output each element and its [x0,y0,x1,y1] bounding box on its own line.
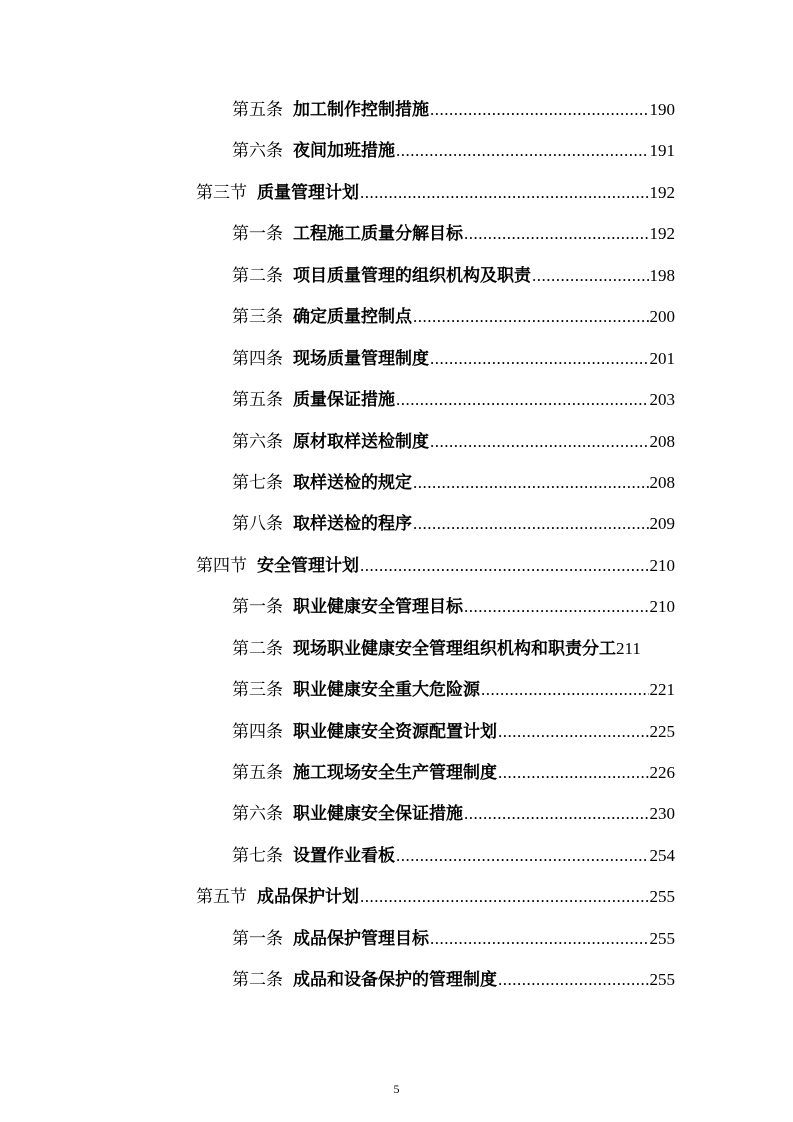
toc-entry-title: 设置作业看板 [293,845,395,866]
toc-section-title: 安全管理计划 [257,555,359,576]
toc-leader-dots [413,462,649,503]
toc-entry-number: 第二条 [232,638,283,659]
toc-entry-page: 208 [649,431,675,451]
table-of-contents [0,89,793,1001]
toc-entry[interactable] [0,421,793,462]
toc-entry-title: 成品和设备保护的管理制度 [293,970,497,991]
toc-section[interactable] [0,172,793,213]
toc-entry[interactable] [0,711,793,752]
toc-entry-page: 200 [649,307,675,327]
toc-entry-title: 现场职业健康安全管理组织机构和职责分工 [293,638,616,659]
toc-leader-dots [413,296,649,337]
toc-leader-dots [464,586,649,627]
toc-entry-number: 第五条 [232,390,283,411]
toc-entry-page: 208 [649,472,675,492]
toc-entry-title: 项目质量管理的组织机构及职责 [293,265,531,286]
toc-section-number: 第五节 [196,887,247,908]
toc-entry-title: 职业健康安全重大危险源 [293,680,480,701]
toc-entry-number: 第三条 [232,680,283,701]
toc-entry-page: 255 [649,928,675,948]
toc-leader-dots [430,338,649,379]
toc-entry[interactable] [0,130,793,171]
toc-entry-title: 加工制作控制措施 [293,100,429,120]
toc-entry[interactable] [0,296,793,337]
toc-entry-page: 226 [649,763,675,782]
toc-entry[interactable] [0,462,793,503]
toc-section-number: 第四节 [196,555,247,576]
toc-leader-dots [360,545,649,586]
toc-entry-page: 198 [649,265,675,285]
toc-entry-title: 现场质量管理制度 [293,348,429,369]
toc-entry-number: 第二条 [232,970,283,991]
toc-entry-page: 203 [649,390,675,410]
toc-entry-page: 230 [649,804,675,824]
toc-entry-number: 第一条 [232,928,283,949]
toc-entry-title: 质量保证措施 [293,390,395,411]
toc-leader-dots [430,918,649,959]
toc-entry-number: 第八条 [232,514,283,535]
toc-section[interactable] [0,545,793,586]
toc-entry-number: 第四条 [232,721,283,742]
toc-entry-page: 201 [649,348,675,368]
toc-leader-dots [498,752,649,793]
toc-entry-page: 225 [649,721,675,741]
toc-entry-number: 第六条 [232,431,283,452]
toc-entry-number: 第三条 [232,307,283,328]
toc-leader-dots [413,503,649,544]
toc-entry-title: 职业健康安全管理目标 [293,597,463,618]
toc-entry-title: 原材取样送检制度 [293,431,429,452]
toc-entry[interactable] [0,752,793,793]
toc-entry-number: 第四条 [232,348,283,369]
toc-leader-dots [464,213,649,254]
toc-entry-page: 254 [649,845,675,865]
toc-entry-title: 取样送检的程序 [293,514,412,535]
toc-leader-dots [396,835,649,876]
footer-page-number: 5 [393,1082,400,1096]
toc-entry-page: 190 [649,100,675,119]
toc-entry-number: 第七条 [232,845,283,866]
toc-entry-number: 第六条 [232,141,283,162]
toc-entry-page: 192 [649,224,675,244]
toc-section-title: 质量管理计划 [257,182,359,203]
toc-section-page: 192 [649,182,675,202]
toc-entry[interactable] [0,586,793,627]
toc-entry-number: 第六条 [232,804,283,825]
toc-leader-dots [464,793,649,834]
toc-entry-title: 职业健康安全资源配置计划 [293,721,497,742]
toc-section-title: 成品保护计划 [257,887,359,908]
toc-entry[interactable] [0,89,793,130]
toc-entry[interactable] [0,669,793,710]
toc-section-page: 210 [649,555,675,575]
toc-entry-number: 第五条 [232,763,283,783]
toc-entry-page: 191 [649,141,675,161]
toc-entry-title: 成品保护管理目标 [293,928,429,949]
toc-leader-dots [481,669,649,710]
toc-section[interactable] [0,876,793,917]
toc-entry-number: 第二条 [232,265,283,286]
toc-entry-title: 取样送检的规定 [293,472,412,493]
toc-entry[interactable] [0,379,793,420]
toc-section-page: 255 [649,887,675,907]
toc-entry-number: 第五条 [232,100,283,120]
toc-entry[interactable] [0,503,793,544]
toc-entry-number: 第七条 [232,472,283,493]
toc-leader-dots [396,379,649,420]
toc-leader-dots [396,130,649,171]
toc-leader-dots [498,959,649,1000]
toc-entry-page: 221 [649,680,675,700]
toc-entry-title: 夜间加班措施 [293,141,395,162]
toc-leader-dots [430,89,649,130]
toc-leader-dots [430,421,649,462]
toc-entry-title: 施工现场安全生产管理制度 [293,763,497,783]
toc-entry-title: 确定质量控制点 [293,307,412,328]
toc-entry-number: 第一条 [232,224,283,245]
toc-entry-page: 210 [649,597,675,617]
toc-entry[interactable] [0,213,793,254]
toc-leader-dots [498,711,649,752]
toc-entry[interactable] [0,628,793,669]
toc-entry[interactable] [0,835,793,876]
toc-entry-title: 职业健康安全保证措施 [293,804,463,825]
toc-entry-number: 第一条 [232,597,283,618]
toc-leader-dots [360,172,649,213]
toc-section-number: 第三节 [196,182,247,203]
toc-entry-title: 工程施工质量分解目标 [293,224,463,245]
toc-entry[interactable] [0,338,793,379]
toc-entry[interactable] [0,793,793,834]
toc-entry[interactable] [0,918,793,959]
toc-entry-page: 209 [649,514,675,534]
toc-entry-page: 255 [649,970,675,990]
toc-entry[interactable] [0,959,793,1000]
toc-leader-dots [360,876,649,917]
toc-entry[interactable] [0,255,793,296]
toc-entry-page: 211 [616,638,641,658]
toc-leader-dots [532,255,649,296]
